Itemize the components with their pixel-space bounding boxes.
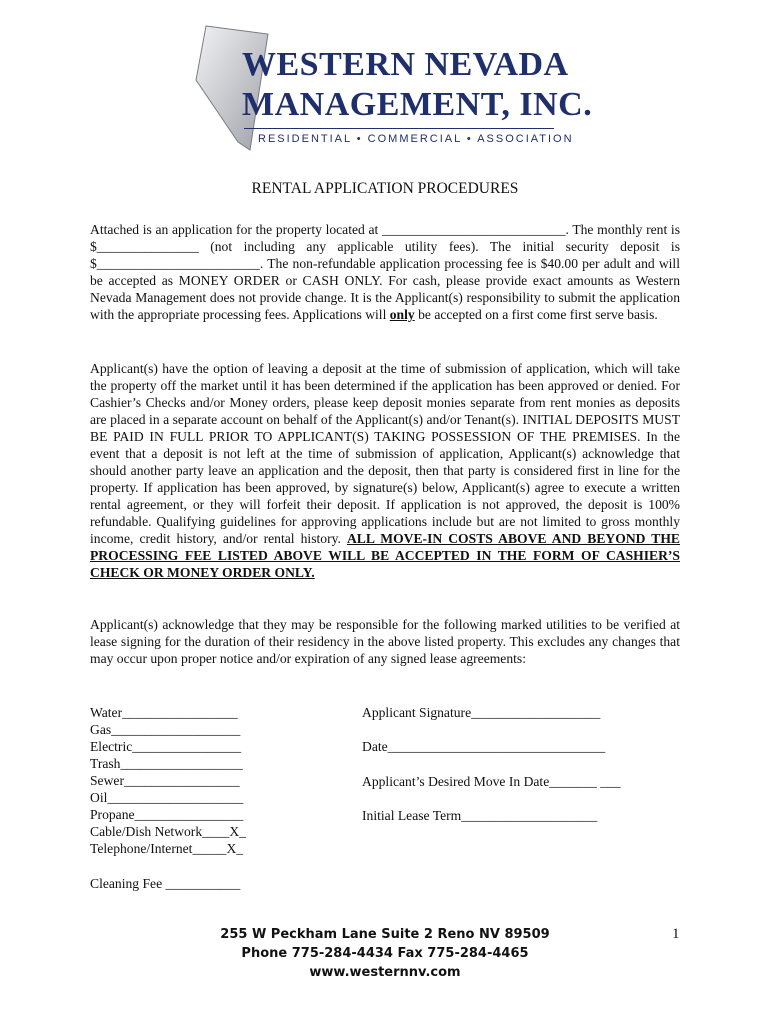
footer-address: 255 W Peckham Lane Suite 2 Reno NV 89509: [220, 927, 550, 942]
signature-fields: [362, 704, 621, 842]
paragraph2-emphasis: ALL MOVE-IN COSTS ABOVE AND BEYOND THE PROCESSING FEE LISTED ABOVE WILL BE ACCEPTED IN THE FORM OF CASHIER’S CHECK OR MONEY ORDER ONLY.: [90, 531, 680, 580]
date-field[interactable]: Date________________________________: [362, 739, 606, 755]
paragraph-utilities: Applicant(s) acknowledge that they may be responsible for the following marked utilities to be verified at lease signing for the duration of their residency in the above listed property. This excludes any changes that may occur upon proper notice and/or expiration of any signed lease agreements:: [90, 617, 680, 666]
lease-term-field[interactable]: Initial Lease Term____________________: [362, 808, 598, 824]
utility-field-gas[interactable]: Gas___________________: [90, 722, 241, 737]
utility-field-electric[interactable]: Electric________________: [90, 739, 242, 754]
paragraph1-emphasis: only: [389, 307, 415, 322]
utilities-list: [90, 704, 246, 857]
footer-phones: Phone 775-284-4434 Fax 775-284-4465: [241, 946, 529, 961]
paragraph-application-fees: [90, 221, 680, 323]
paragraph2-text: Applicant(s) have the option of leaving a deposit at the time of submission of application, which will take the property off the market until it has been determined if the application has been approved or denied. For Cashier’s Checks and/or Money orders, please keep deposit monies separate from rent monies as deposits are placed in a separate account on behalf of the Applicant(s) and/or Tenant(s). INITIAL DEPOSITS MUST BE PAID IN FULL PRIOR TO APPLICANT(S) TAKING POSSESSION OF THE PREMISES. In the event that a deposit is not left at the time of submission of application, Applicant(s) acknowledge that should another party leave an application and the deposit, then that party is considered first in line for the property. If application has been approved, by signature(s) below, Applicant(s) agree to execute a written rental agreement, or they will forfeit their deposit. If application is not approved, the deposit is 100% refundable. Qualifying guidelines for approving applications include but are not limited to gross monthly income, credit history, and/or rental history.: [90, 361, 680, 546]
utility-field-cable[interactable]: Cable/Dish Network____X_: [90, 824, 246, 839]
utility-field-sewer[interactable]: Sewer_________________: [90, 773, 240, 788]
utility-field-propane[interactable]: Propane________________: [90, 807, 244, 822]
document-title: RENTAL APPLICATION PROCEDURES: [251, 180, 519, 197]
page-number: 1: [672, 926, 680, 942]
utility-field-telephone[interactable]: Telephone/Internet_____X_: [90, 841, 244, 856]
logo-tagline: RESIDENTIAL • COMMERCIAL • ASSOCIATION: [258, 133, 574, 145]
logo-divider: [244, 128, 554, 129]
company-logo: [190, 20, 593, 150]
paragraph-deposit: [90, 360, 680, 581]
utility-field-trash[interactable]: Trash__________________: [90, 756, 243, 771]
paragraph1-text-a: Attached is an application for the property located at ___________________________. The monthly rent is $_______________ (not including any applicable utility fees). The initial security deposit is $________________________. The non-refundable application processing fee is $40.00 per adult and will be accepted as MONEY ORDER or CASH ONLY. For cash, please provide exact amounts as Western Nevada Management does not provide change. It is the Applicant(s) responsibility to submit the application with the appropriate processing fees. Applications will: [90, 222, 680, 322]
applicant-signature-field[interactable]: Applicant Signature___________________: [362, 705, 601, 720]
paragraph1-text-b: be accepted on a first come first serve basis.: [414, 307, 658, 322]
logo-name-line2: MANAGEMENT, INC.: [242, 86, 593, 123]
utility-field-oil[interactable]: Oil____________________: [90, 790, 244, 805]
move-in-date-field[interactable]: Applicant’s Desired Move In Date_______ ___: [362, 773, 621, 789]
footer-website[interactable]: www.westernnv.com: [309, 965, 461, 980]
cleaning-fee-field[interactable]: Cleaning Fee ___________: [90, 876, 241, 891]
footer: [0, 925, 770, 982]
logo-name-line1: WESTERN NEVADA: [242, 46, 569, 83]
utility-field-water[interactable]: Water_________________: [90, 705, 238, 720]
